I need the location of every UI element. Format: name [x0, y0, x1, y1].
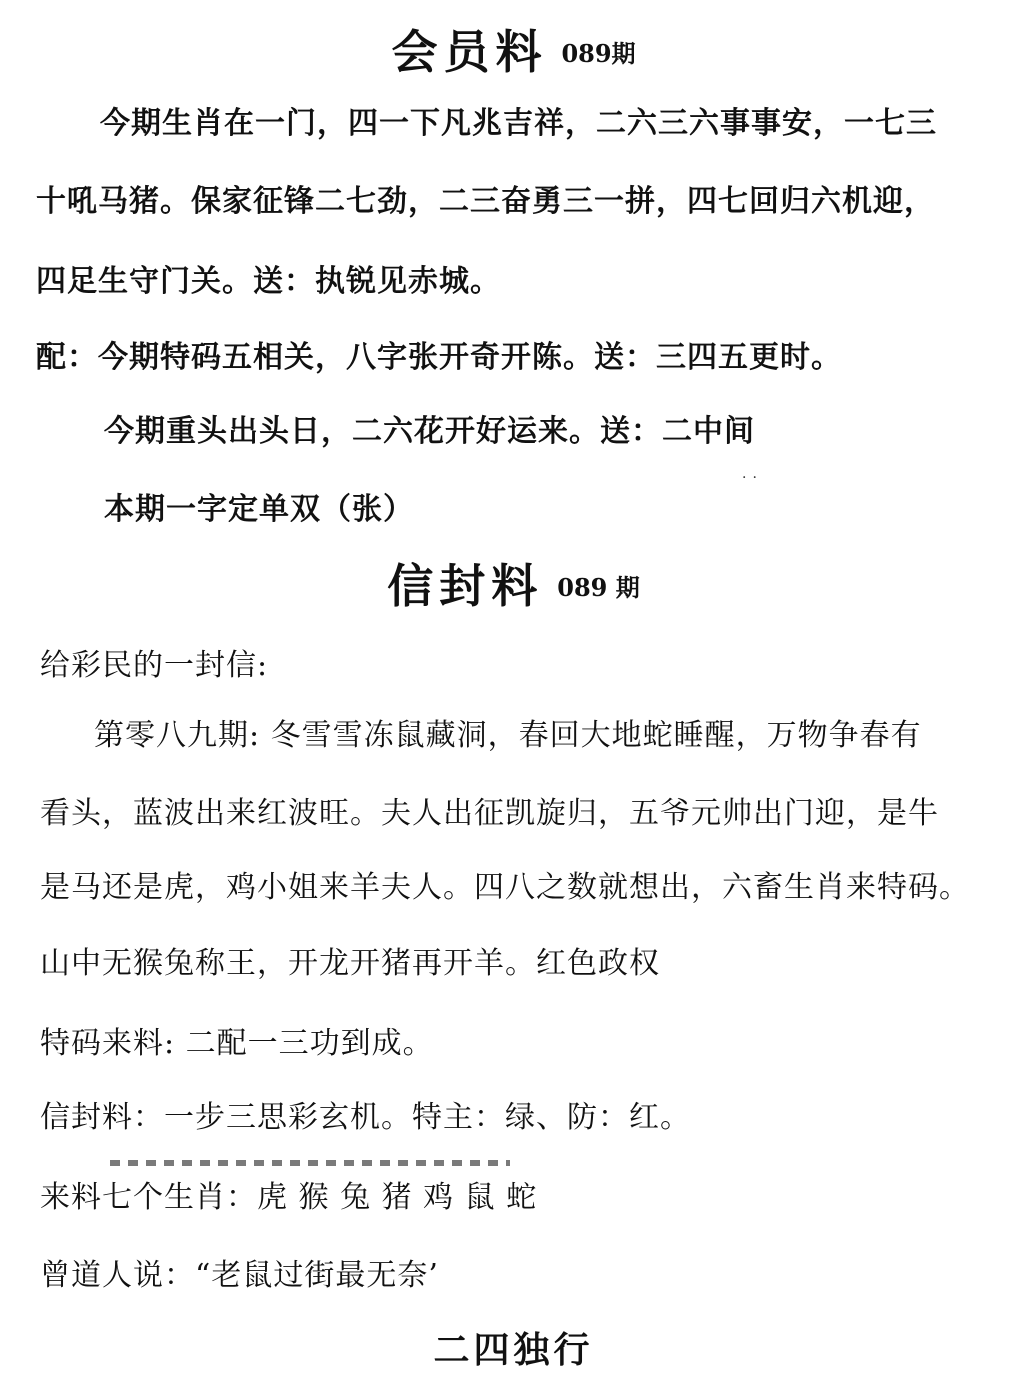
section2-issue: 089 期: [557, 573, 640, 602]
section2-line-1: 给彩民的一封信:: [40, 648, 269, 683]
section1-issue: 089期: [561, 39, 636, 68]
section2-line-3: 看头，蓝波出来红波旺。夫人出征凯旋归，五爷元帅出门迎，是牛: [40, 796, 939, 831]
section1-line-3: 四足生守门关。送：执锐见赤城。: [36, 264, 501, 299]
section1-line-6: 本期一字定单双（张）: [104, 492, 414, 527]
section1-line-2: 十吼马猪。保家征锋二七劲，二三奋勇三一拼，四七回归六机迎，: [36, 184, 935, 219]
section1-title: [0, 16, 1027, 82]
section2-title: [0, 550, 1027, 616]
section2-line-7: 信封料：一步三思彩玄机。特主：绿、防：红。: [40, 1100, 691, 1135]
scan-dots: ··: [742, 470, 763, 486]
section2-title-text: 信封料: [387, 559, 544, 613]
section1-title-text: 会员料: [391, 25, 548, 79]
section1-line-5: 今期重头出头日，二六花开好运来。送：二中间: [104, 414, 755, 449]
section2-line-6: 特码来料: 二配一三功到成。: [40, 1026, 434, 1061]
section2-line-2: 第零八九期: 冬雪雪冻鼠藏洞，春回大地蛇睡醒，万物争春有: [94, 718, 922, 753]
section1-line-1: 今期生肖在一门，四一下凡兆吉祥，二六三六事事安，一七三: [100, 106, 937, 141]
footer-title: 二四独行: [433, 1329, 594, 1371]
section2-line-8: 来料七个生肖：虎 猴 兔 猪 鸡 鼠 蛇: [40, 1180, 538, 1215]
section2-line-9: 曾道人说：“老鼠过街最无奈’: [40, 1258, 439, 1293]
section1-line-4: 配：今期特码五相关，八字张开奇开陈。送：三四五更时。: [36, 340, 842, 375]
scan-artifact: [110, 1160, 510, 1166]
section2-line-5: 山中无猴兔称王，开龙开猪再开羊。红色政权: [40, 946, 660, 981]
section2-line-4: 是马还是虎，鸡小姐来羊夫人。四八之数就想出，六畜生肖来特码。: [40, 870, 970, 905]
